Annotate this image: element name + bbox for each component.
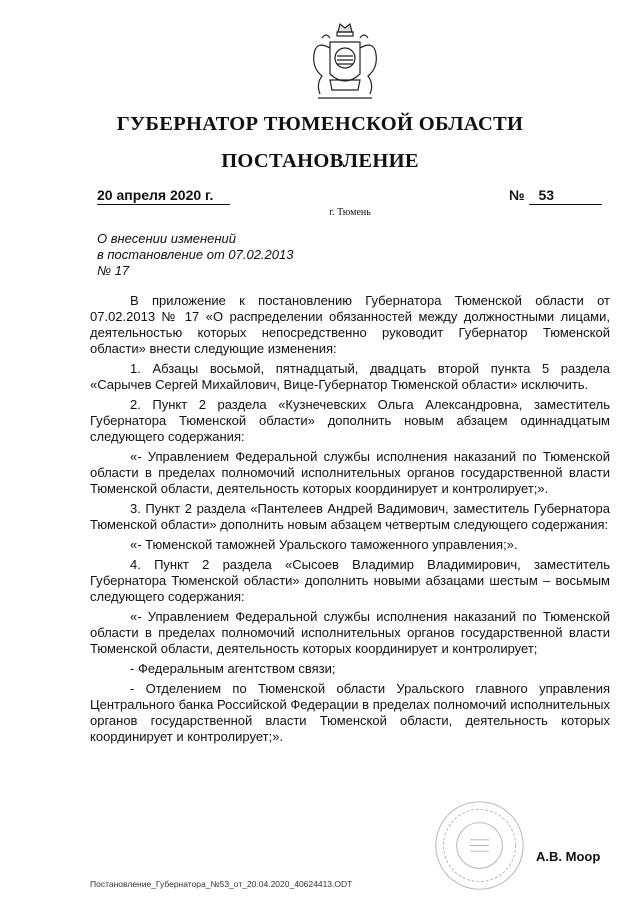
document-number-block	[509, 187, 602, 205]
body-paragraph: 1. Абзацы восьмой, пятнадцатый, двадцать второй пункта 5 раздела «Сарычев Сергей Михайлович, Вице-Губернатор Тюменской области» исключить.	[90, 361, 610, 392]
subject-line: в постановление от 07.02.2013	[97, 247, 294, 262]
subject-line: О внесении изменений	[97, 231, 236, 246]
body-paragraph: - Отделением по Тюменской области Уральского главного управления Центрального банка Российской Федерации в пределах полномочий исполнительных органов государственной власти Тюменской области, деятельность которых координирует и контролирует;».	[90, 681, 610, 744]
document-subject	[97, 231, 293, 279]
official-seal-icon	[432, 798, 527, 893]
document-type-title: ПОСТАНОВЛЕНИЕ	[221, 150, 419, 172]
body-paragraph: 3. Пункт 2 раздела «Пантелеев Андрей Вадимович, заместитель Губернатора Тюменской области» дополнить новым абзацем четвертым следующего содержания:	[90, 501, 610, 532]
coat-of-arms-icon	[300, 18, 390, 108]
number-label: №	[509, 187, 525, 203]
signature-name: А.В. Моор	[536, 849, 601, 864]
body-paragraph: «- Тюменской таможней Уральского таможенного управления;».	[130, 537, 518, 552]
document-date: 20 апреля 2020 г.	[97, 187, 230, 205]
body-paragraph: В приложение к постановлению Губернатора Тюменской области от 07.02.2013 № 17 «О распределении обязанностей между должностными лицами, деятельностью которых непосредственно руководит Губернатор Тюменской области» внести следующие изменения:	[90, 293, 610, 356]
body-paragraph: «- Управлением Федеральной службы исполнения наказаний по Тюменской области в пределах полномочий исполнительных органов государственной власти Тюменской области, деятельность которых координирует и контролирует;».	[90, 449, 610, 496]
body-paragraph: - Федеральным агентством связи;	[130, 661, 336, 676]
subject-line: № 17	[97, 263, 130, 278]
document-body	[90, 293, 610, 749]
file-name-footer: Постановление_Губернатора_№53_от_20.04.2020_40624413.ODT	[90, 879, 353, 889]
body-paragraph: 4. Пункт 2 раздела «Сысоев Владимир Владимирович, заместитель Губернатора Тюменской области» дополнить новыми абзацами шестым – восьмым следующего содержания:	[90, 557, 610, 604]
body-paragraph: 2. Пункт 2 раздела «Кузнечевских Ольга Александровна, заместитель Губернатора Тюменской области» дополнить новым абзацем одиннадцатым следующего содержания:	[90, 397, 610, 444]
governor-title: ГУБЕРНАТОР ТЮМЕНСКОЙ ОБЛАСТИ	[116, 113, 524, 135]
city-label: г. Тюмень	[329, 207, 371, 218]
document-number: 53	[529, 187, 602, 205]
body-paragraph: «- Управлением Федеральной службы исполнения наказаний по Тюменской области в пределах полномочий исполнительных органов государственной власти Тюменской области, деятельность которых координирует и контролирует;	[90, 609, 610, 656]
